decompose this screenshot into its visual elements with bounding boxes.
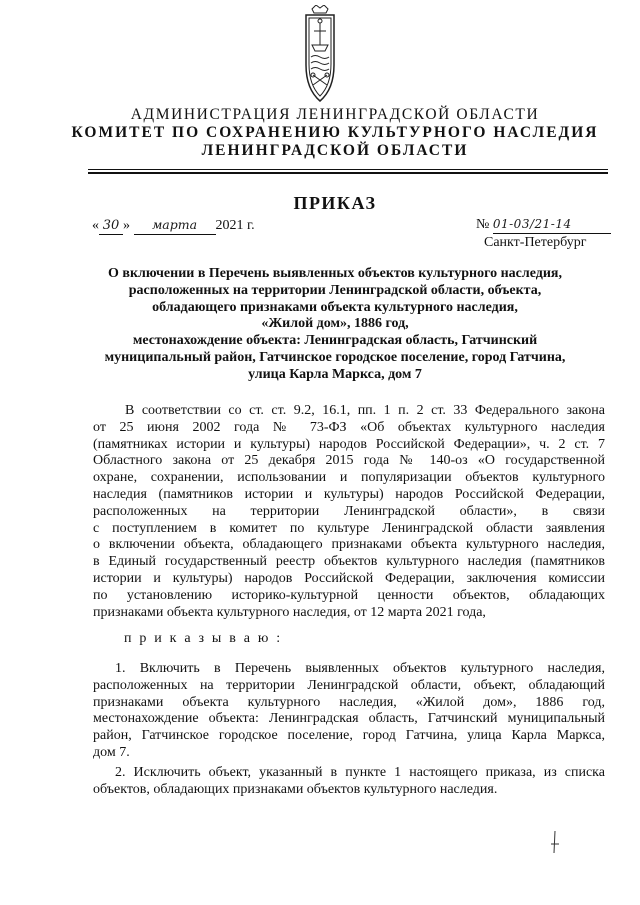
header-committee: КОМИТЕТ ПО СОХРАНЕНИЮ КУЛЬТУРНОГО НАСЛЕДИЯ xyxy=(71,124,599,141)
number-field xyxy=(493,217,611,234)
place-of-issue: Санкт-Петербург xyxy=(484,235,587,250)
subject-line: «Жилой дом», 1886 год, xyxy=(261,316,409,332)
preamble-line: от 25 июня 2002 года № 73-ФЗ «Об объектах культурного наследия xyxy=(93,419,605,435)
date-open-quote: « xyxy=(92,218,99,233)
preamble xyxy=(93,403,605,621)
order-date xyxy=(92,217,255,235)
order-number xyxy=(476,217,611,234)
header-rule-thin xyxy=(88,169,608,170)
item-1-line: дом 7. xyxy=(93,744,130,760)
preamble-line: Областного закона от 25 декабря 2015 года № 140-оз «О государственной xyxy=(93,453,605,469)
date-month: марта xyxy=(151,217,198,232)
item-2-line: 2. Исключить объект, указанный в пункте 1 настоящего приказа, из списка xyxy=(115,764,605,780)
preamble-line: охране, сохранении, использовании и популяризации объектов культурного xyxy=(93,470,605,486)
header-rule-thick xyxy=(88,172,608,174)
item-1-line: местонахождение объекта: Ленинградская область, Гатчинский муниципальный xyxy=(93,711,605,727)
date-day-field xyxy=(99,218,123,235)
number-prefix: № xyxy=(476,217,490,232)
item-1-line: 1. Включить в Перечень выявленных объектов культурного наследия, xyxy=(115,661,605,676)
preamble-line: (памятниках истории и культуры) народов Российской Федерации», ч. 2 ст. 7 xyxy=(93,436,605,452)
subject-line: муниципальный район, Гатчинское городское поселение, город Гатчина, xyxy=(104,349,566,365)
date-day: 30 xyxy=(102,218,120,233)
subject-line: обладающего признаками объекта культурного наследия, xyxy=(152,299,518,315)
subject-line: улица Карла Маркса, дом 7 xyxy=(248,366,422,382)
date-close-quote: » xyxy=(123,218,130,233)
margin-pen-mark xyxy=(548,830,562,854)
preamble-line: наследия (памятников истории и культуры) народов Российской Федерации, xyxy=(93,486,605,502)
subject-line: местонахождение объекта: Ленинградская область, Гатчинский xyxy=(132,333,538,349)
order-items xyxy=(93,661,605,798)
preamble-line: о включении объекта, обладающего признаками объекта культурного наследия, xyxy=(93,537,605,553)
subject-line: О включении в Перечень выявленных объектов культурного наследия, xyxy=(108,266,562,281)
coat-of-arms-emblem xyxy=(296,5,344,109)
date-month-field xyxy=(134,217,216,235)
preamble-line: признаками объекта культурного наследия, от 12 марта 2021 года, xyxy=(93,604,486,620)
document-title: ПРИКАЗ xyxy=(293,193,377,213)
subject-line: расположенных на территории Ленинградской области, объекта, xyxy=(128,282,542,298)
item-1-line: признаками объекта культурного наследия, «Жилой дом», 1886 год, xyxy=(93,694,605,710)
letterhead xyxy=(60,106,610,160)
preamble-line: с поступлением в комитет по культуре Ленинградской области заявления xyxy=(93,520,605,536)
header-region: ЛЕНИНГРАДСКОЙ ОБЛАСТИ xyxy=(201,142,469,159)
item-1-line: расположенных на территории Ленинградской области, объект, обладающий xyxy=(93,677,605,693)
item-1-line: район, Гатчинское городское поселение, город Гатчина, улица Карла Маркса, xyxy=(93,728,605,744)
order-word: п р и к а з ы в а ю : xyxy=(124,631,283,646)
item-2-line: объектов, обладающих признаками объектов культурного наследия. xyxy=(93,781,498,797)
preamble-line: В соответствии со ст. ст. 9.2, 16.1, пп. 1 п. 2 ст. 33 Федерального закона xyxy=(125,403,605,418)
preamble-line: расположенных на территории Ленинградской области», в связи xyxy=(93,503,605,519)
preamble-line: в Единый государственный реестр объектов культурного наследия (памятников xyxy=(93,554,605,570)
preamble-line: по установлению историко-культурной ценности объектов, обладающих xyxy=(93,587,605,603)
order-subject xyxy=(60,266,610,384)
header-administration: АДМИНИСТРАЦИЯ ЛЕНИНГРАДСКОЙ ОБЛАСТИ xyxy=(130,106,540,123)
date-year: 2021 г. xyxy=(215,218,255,233)
number-value: 01-03/21-14 xyxy=(492,217,572,231)
preamble-line: истории и культуры) народов Российской Федерации, заключения комиссии xyxy=(93,570,605,586)
